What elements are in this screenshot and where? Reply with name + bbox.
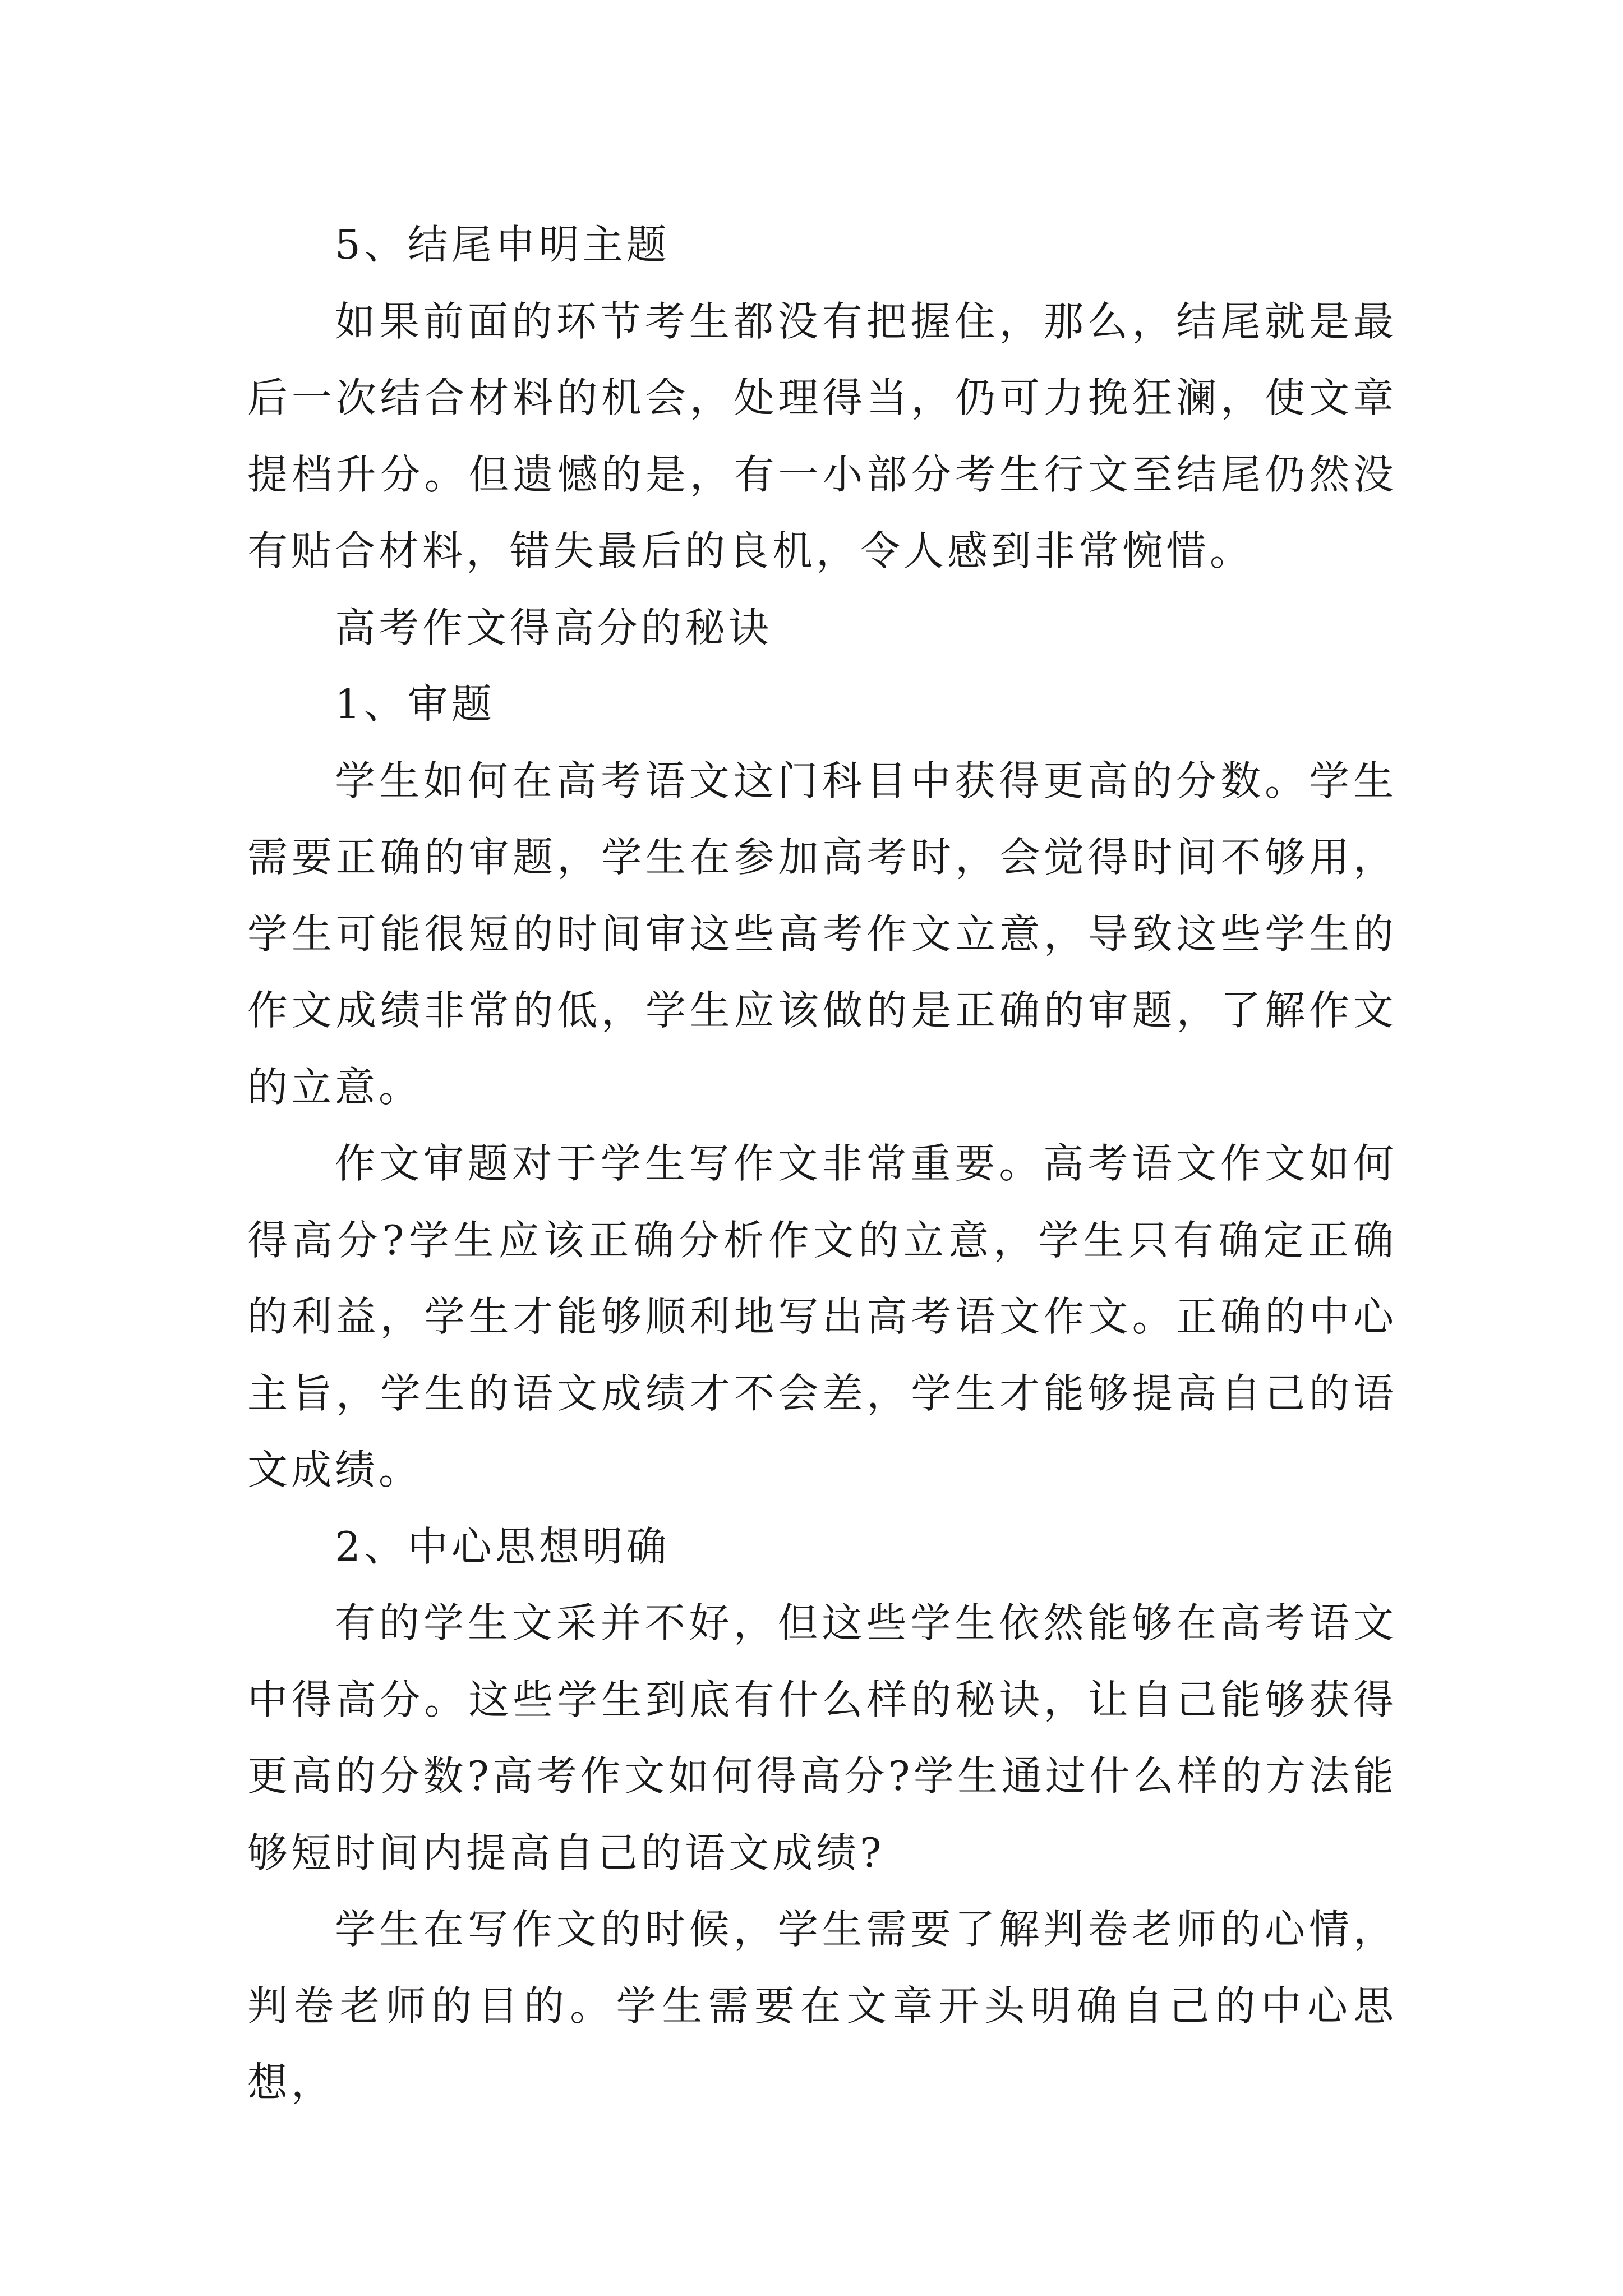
section-heading: 5、结尾申明主题: [335, 221, 670, 268]
section-heading: 1、审题: [335, 680, 495, 728]
document-body: [247, 206, 1397, 2121]
section-heading: 高考作文得高分的秘诀: [335, 604, 773, 651]
section-heading: 2、中心思想明确: [335, 1522, 670, 1570]
paragraph: 学生如何在高考语文这门科目中获得更高的分数。学生需要正确的审题，学生在参加高考时，会觉得时间不够用，学生可能很短的时间审这些高考作文立意，导致这些学生的作文成绩非常的低，学生应该做的是正确的审题，了解作文的立意。: [247, 757, 1397, 1111]
paragraph: 作文审题对于学生写作文非常重要。高考语文作文如何得高分?学生应该正确分析作文的立意，学生只有确定正确的利益，学生才能够顺利地写出高考语文作文。正确的中心主旨，学生的语文成绩才不会差，学生才能够提高自己的语文成绩。: [247, 1140, 1397, 1493]
paragraph: 如果前面的环节考生都没有把握住，那么，结尾就是最后一次结合材料的机会，处理得当，仍可力挽狂澜，使文章提档升分。但遗憾的是，有一小部分考生行文至结尾仍然没有贴合材料，错失最后的良机，令人感到非常惋惜。: [247, 297, 1397, 574]
paragraph: 有的学生文采并不好，但这些学生依然能够在高考语文中得高分。这些学生到底有什么样的秘诀，让自己能够获得更高的分数?高考作文如何得高分?学生通过什么样的方法能够短时间内提高自己的语文成绩?: [247, 1599, 1397, 1876]
paragraph: 学生在写作文的时候，学生需要了解判卷老师的心情，判卷老师的目的。学生需要在文章开头明确自己的中心思想，: [247, 1906, 1397, 2106]
